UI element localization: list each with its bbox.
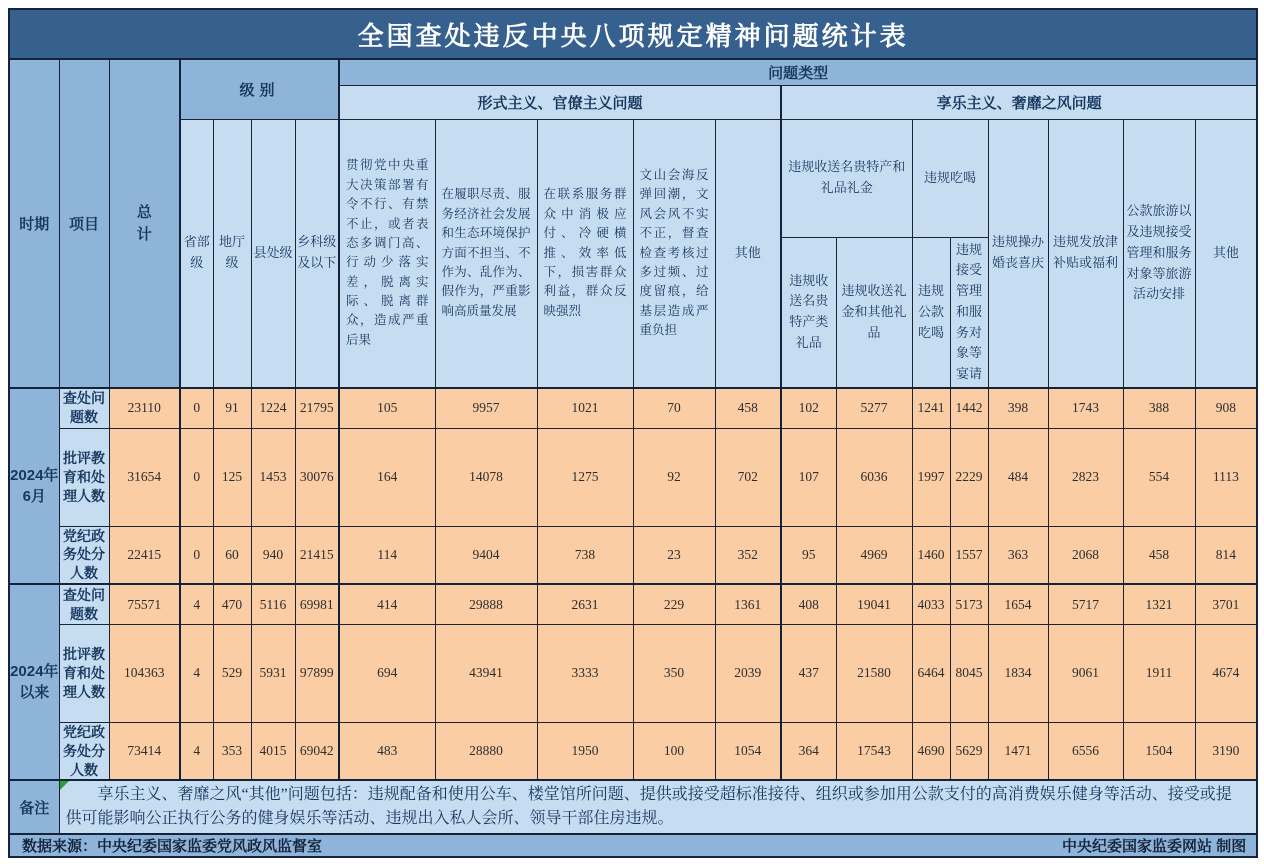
data-cell: 5629	[950, 722, 988, 780]
row-label: 批评教育和处理人数	[59, 624, 109, 722]
data-cell: 388	[1123, 388, 1195, 428]
data-cell: 6556	[1048, 722, 1123, 780]
data-cell: 43941	[435, 624, 537, 722]
data-cell: 1557	[950, 526, 988, 584]
data-cell: 1241	[912, 388, 950, 428]
row-label: 查处问题数	[59, 388, 109, 428]
col-header-level-provincial: 省部级	[180, 119, 213, 388]
footer-bar	[9, 834, 1257, 857]
data-cell: 2631	[537, 584, 633, 624]
col-header-gifts-group: 违规收送名贵特产和礼品礼金	[781, 119, 912, 237]
data-cell: 104363	[109, 624, 180, 722]
col-header-banquet-acceptance: 违规接受管理和服务对象等宴请	[950, 237, 988, 388]
col-header-item: 项目	[59, 59, 109, 388]
data-cell: 9061	[1048, 624, 1123, 722]
data-cell: 1113	[1195, 428, 1257, 526]
data-cell: 908	[1195, 388, 1257, 428]
data-cell: 2039	[715, 624, 781, 722]
data-cell: 21580	[836, 624, 912, 722]
row-group-period-june: 2024年6月	[9, 388, 59, 584]
data-cell: 353	[213, 722, 251, 780]
row-label: 查处问题数	[59, 584, 109, 624]
chart-credit: 中央纪委国家监委网站 制图	[1062, 838, 1247, 856]
data-cell: 4674	[1195, 624, 1257, 722]
data-cell: 92	[633, 428, 715, 526]
data-cell: 1453	[251, 428, 295, 526]
row-label: 党纪政务处分人数	[59, 722, 109, 780]
data-cell: 5277	[836, 388, 912, 428]
col-header-public-funded-travel: 公款旅游以及违规接受管理和服务对象等旅游活动安排	[1123, 119, 1195, 388]
row-label: 党纪政务处分人数	[59, 526, 109, 584]
col-header-allowances: 违规发放津补贴或福利	[1048, 119, 1123, 388]
col-header-weddings-funerals: 违规操办婚丧喜庆	[988, 119, 1048, 388]
data-cell: 1834	[988, 624, 1048, 722]
data-cell: 2823	[1048, 428, 1123, 526]
data-cell: 4033	[912, 584, 950, 624]
data-cell: 6036	[836, 428, 912, 526]
statistics-table	[8, 8, 1258, 858]
data-cell: 60	[213, 526, 251, 584]
data-cell: 3333	[537, 624, 633, 722]
col-header-period: 时期	[9, 59, 59, 388]
data-cell: 21795	[295, 388, 339, 428]
data-cell: 28880	[435, 722, 537, 780]
data-cell: 0	[180, 526, 213, 584]
data-cell: 114	[339, 526, 435, 584]
data-cell: 1361	[715, 584, 781, 624]
data-cell: 529	[213, 624, 251, 722]
data-cell: 70	[633, 388, 715, 428]
data-cell: 1275	[537, 428, 633, 526]
data-cell: 2068	[1048, 526, 1123, 584]
data-cell: 0	[180, 388, 213, 428]
data-cell: 1321	[1123, 584, 1195, 624]
data-cell: 5116	[251, 584, 295, 624]
table-title: 全国查处违反中央八项规定精神问题统计表	[9, 9, 1257, 59]
col-header-formalism-4: 文山会海反弹回潮，文风会风不实不正，督查检查考核过多过频、过度留痕，给基层造成严重负担	[633, 119, 715, 388]
col-header-public-funded-dining: 违规公款吃喝	[912, 237, 950, 388]
data-cell: 125	[213, 428, 251, 526]
data-cell: 414	[339, 584, 435, 624]
data-cell: 3190	[1195, 722, 1257, 780]
data-cell: 19041	[836, 584, 912, 624]
remark-label: 备注	[9, 780, 59, 834]
data-cell: 350	[633, 624, 715, 722]
data-cell: 470	[213, 584, 251, 624]
data-cell: 23	[633, 526, 715, 584]
data-cell: 702	[715, 428, 781, 526]
remark-text: 享乐主义、奢靡之风“其他”问题包括：违规配备和使用公车、楼堂馆所问题、提供或接受超标准接待、组织或参加用公款支付的高消费娱乐健身等活动、接受或提供可能影响公正执行公务的健身娱乐等活动、违规出入私人会所、领导干部住房违规。	[65, 786, 1232, 828]
data-cell: 29888	[435, 584, 537, 624]
data-cell: 9404	[435, 526, 537, 584]
total-label: 总计	[136, 203, 152, 243]
data-cell: 437	[781, 624, 836, 722]
data-cell: 9957	[435, 388, 537, 428]
data-cell: 458	[1123, 526, 1195, 584]
data-cell: 1743	[1048, 388, 1123, 428]
col-header-level-prefecture: 地厅级	[213, 119, 251, 388]
data-cell: 3701	[1195, 584, 1257, 624]
data-cell: 4	[180, 584, 213, 624]
data-cell: 1460	[912, 526, 950, 584]
data-cell: 1911	[1123, 624, 1195, 722]
data-cell: 1224	[251, 388, 295, 428]
data-cell: 408	[781, 584, 836, 624]
data-cell: 107	[781, 428, 836, 526]
footer-flex	[10, 835, 1256, 856]
row-label: 批评教育和处理人数	[59, 428, 109, 526]
data-cell: 105	[339, 388, 435, 428]
data-cell: 14078	[435, 428, 537, 526]
data-cell: 4690	[912, 722, 950, 780]
remark-text-cell	[59, 780, 1257, 834]
data-cell: 69981	[295, 584, 339, 624]
col-header-total	[109, 59, 180, 388]
comment-marker-icon	[60, 781, 69, 790]
data-cell: 17543	[836, 722, 912, 780]
col-header-gifts-cash: 违规收送礼金和其他礼品	[836, 237, 912, 388]
data-cell: 102	[781, 388, 836, 428]
col-header-level-county: 县处级	[251, 119, 295, 388]
data-cell: 484	[988, 428, 1048, 526]
data-cell: 91	[213, 388, 251, 428]
data-cell: 4	[180, 624, 213, 722]
col-header-problem-type-group: 问题类型	[339, 59, 1257, 85]
data-cell: 814	[1195, 526, 1257, 584]
data-cell: 5717	[1048, 584, 1123, 624]
remark-wrap	[60, 781, 1257, 833]
col-header-gifts-specialty: 违规收送名贵特产类礼品	[781, 237, 836, 388]
data-cell: 1654	[988, 584, 1048, 624]
col-header-hedonism-other: 其他	[1195, 119, 1257, 388]
data-cell: 23110	[109, 388, 180, 428]
col-header-level-group: 级别	[180, 59, 339, 119]
col-header-formalism-other: 其他	[715, 119, 781, 388]
col-header-dining-group: 违规吃喝	[912, 119, 988, 237]
col-header-formalism-1: 贯彻党中央重大决策部署有令不行、有禁不止，或者表态多调门高、行动少落实差，脱离实际、脱离群众，造成严重后果	[339, 119, 435, 388]
data-cell: 1054	[715, 722, 781, 780]
data-cell: 1471	[988, 722, 1048, 780]
data-cell: 5173	[950, 584, 988, 624]
data-cell: 30076	[295, 428, 339, 526]
data-cell: 352	[715, 526, 781, 584]
data-cell: 694	[339, 624, 435, 722]
data-cell: 31654	[109, 428, 180, 526]
data-cell: 1950	[537, 722, 633, 780]
data-cell: 95	[781, 526, 836, 584]
data-cell: 738	[537, 526, 633, 584]
data-cell: 73414	[109, 722, 180, 780]
data-cell: 1442	[950, 388, 988, 428]
data-cell: 97899	[295, 624, 339, 722]
data-cell: 4969	[836, 526, 912, 584]
col-header-formalism-3: 在联系服务群众中消极应付、冷硬横推、效率低下，损害群众利益，群众反映强烈	[537, 119, 633, 388]
data-cell: 554	[1123, 428, 1195, 526]
data-cell: 229	[633, 584, 715, 624]
data-cell: 1021	[537, 388, 633, 428]
data-cell: 21415	[295, 526, 339, 584]
data-cell: 458	[715, 388, 781, 428]
data-cell: 164	[339, 428, 435, 526]
data-cell: 1504	[1123, 722, 1195, 780]
data-cell: 364	[781, 722, 836, 780]
data-cell: 398	[988, 388, 1048, 428]
data-cell: 0	[180, 428, 213, 526]
data-cell: 483	[339, 722, 435, 780]
data-cell: 2229	[950, 428, 988, 526]
data-cell: 6464	[912, 624, 950, 722]
data-cell: 4015	[251, 722, 295, 780]
data-cell: 1997	[912, 428, 950, 526]
col-header-formalism-group: 形式主义、官僚主义问题	[339, 85, 781, 119]
data-source: 数据来源：中央纪委国家监委党风政风监督室	[22, 838, 323, 856]
data-cell: 5931	[251, 624, 295, 722]
row-group-period-ytd: 2024年以来	[9, 584, 59, 780]
statistics-table-container	[8, 8, 1256, 858]
data-cell: 363	[988, 526, 1048, 584]
col-header-formalism-2: 在履职尽责、服务经济社会发展和生态环境保护方面不担当、不作为、乱作为、假作为，严重影响高质量发展	[435, 119, 537, 388]
data-cell: 8045	[950, 624, 988, 722]
data-cell: 75571	[109, 584, 180, 624]
data-cell: 22415	[109, 526, 180, 584]
col-header-hedonism-group: 享乐主义、奢靡之风问题	[781, 85, 1257, 119]
data-cell: 940	[251, 526, 295, 584]
data-cell: 69042	[295, 722, 339, 780]
data-cell: 4	[180, 722, 213, 780]
col-header-level-township: 乡科级及以下	[295, 119, 339, 388]
data-cell: 100	[633, 722, 715, 780]
